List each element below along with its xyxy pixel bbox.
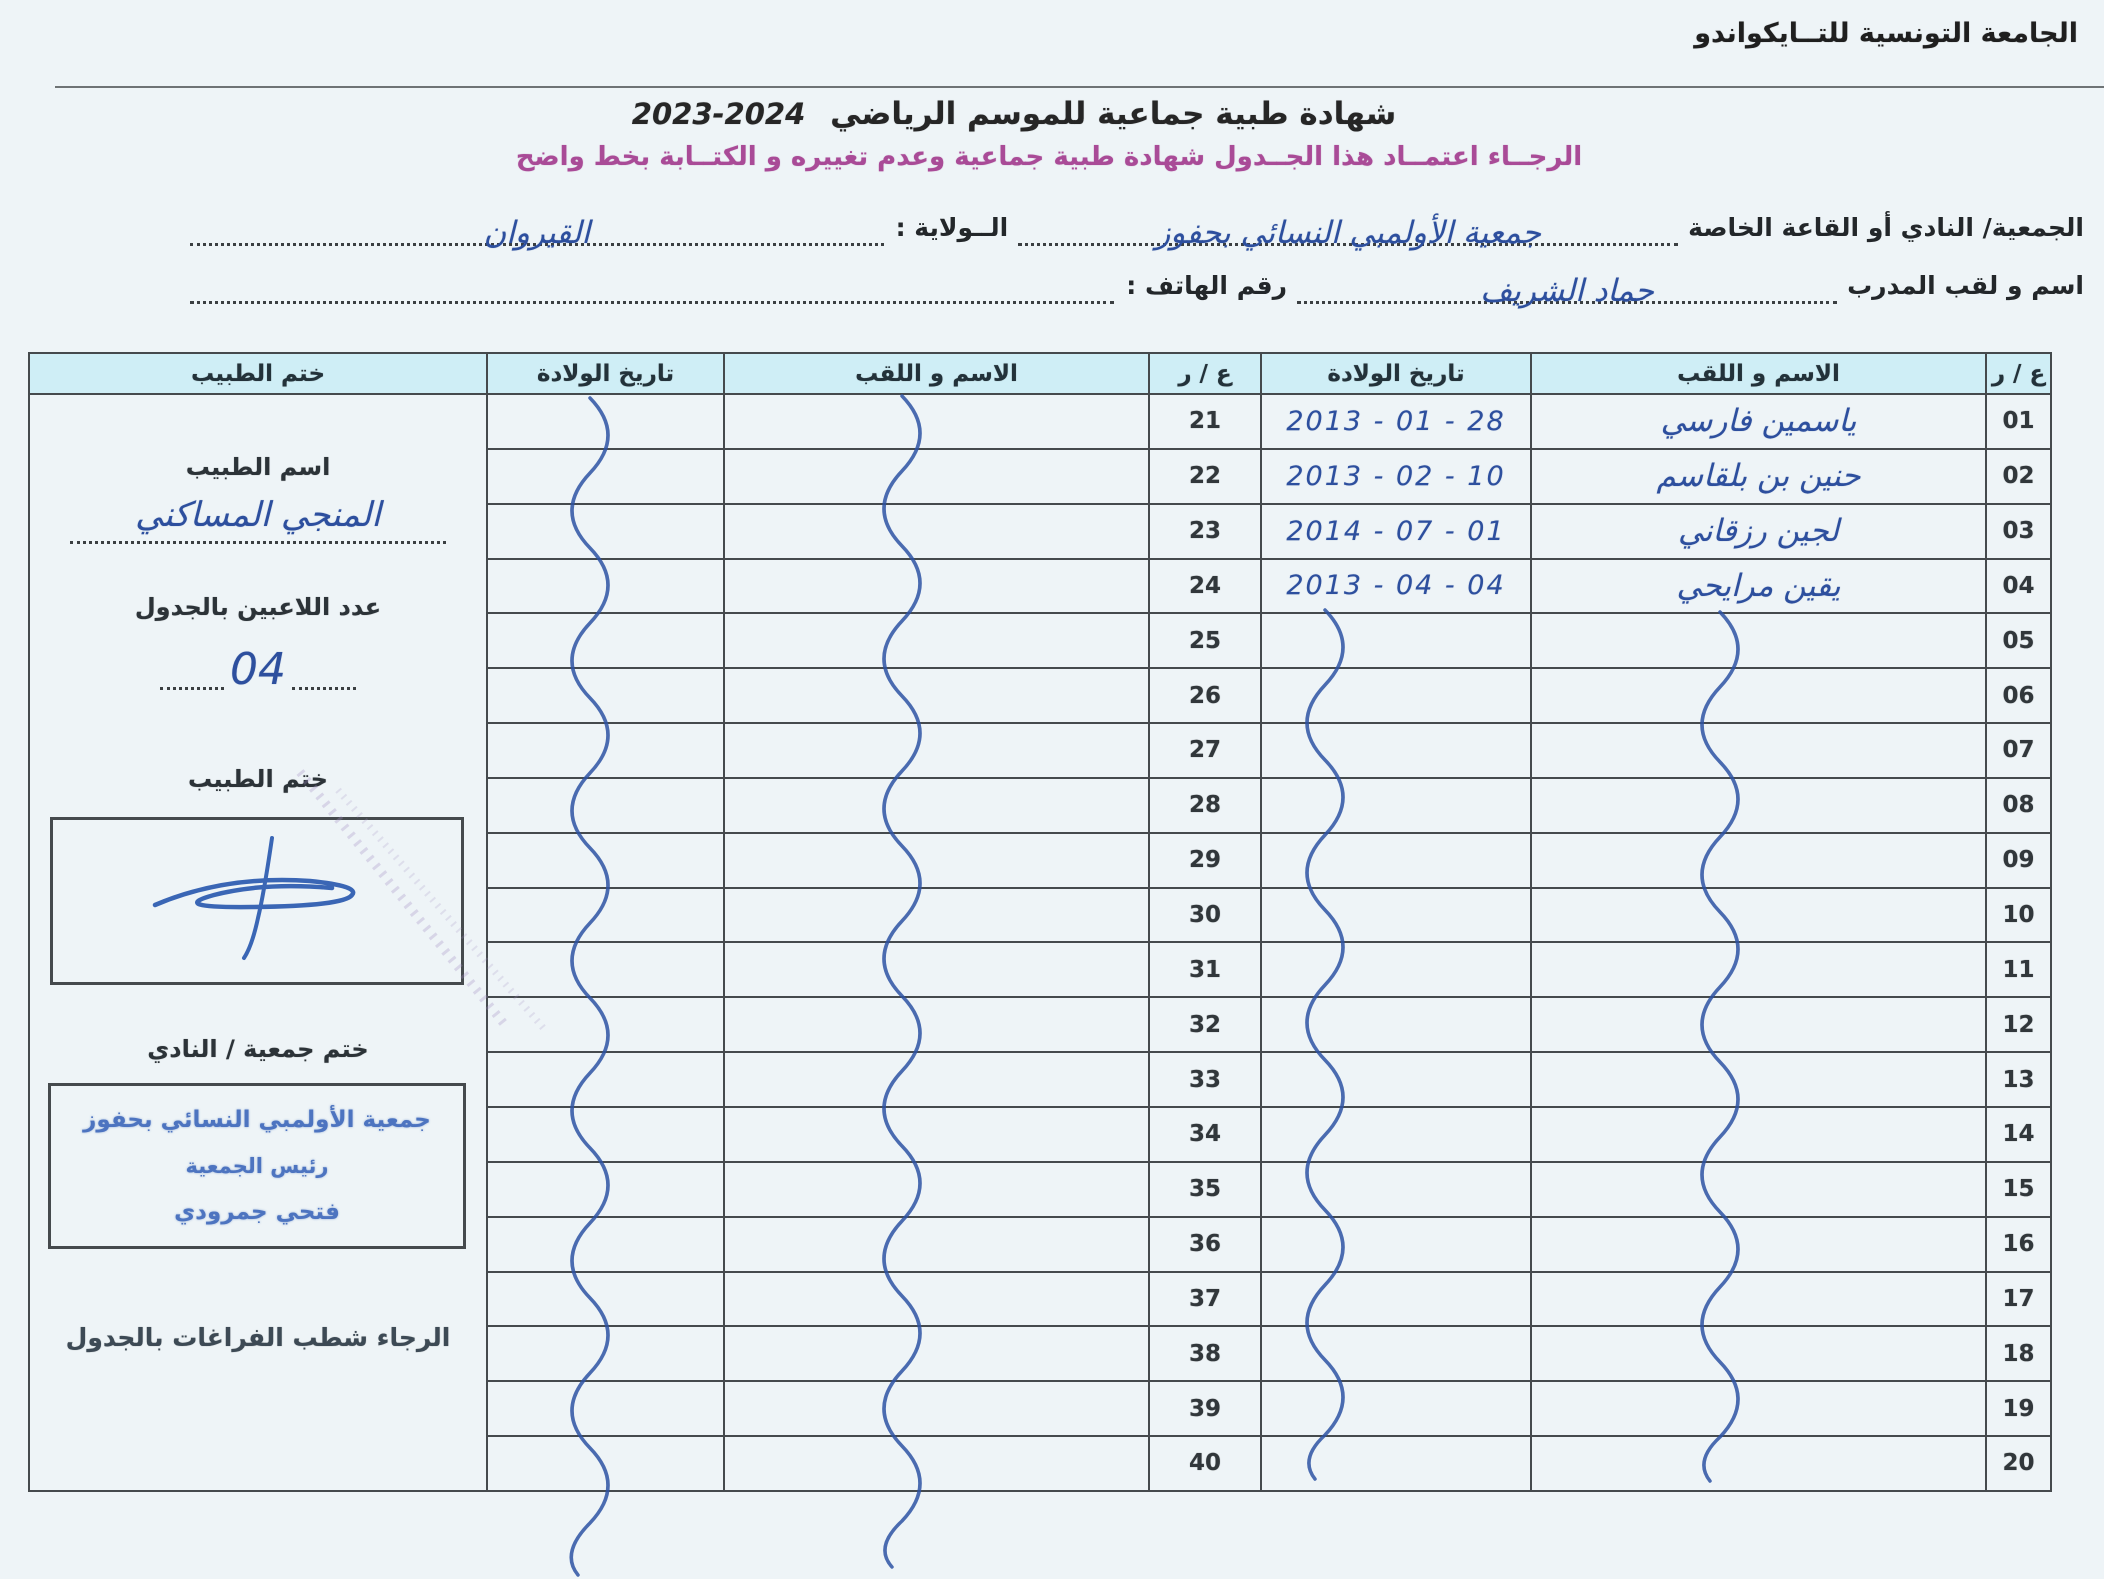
dotted-line	[292, 657, 356, 690]
row-number-left: 25	[1149, 613, 1261, 668]
federation-title: الجامعة التونسية للتــايكواندو	[1694, 18, 2078, 49]
row-number-left: 40	[1149, 1436, 1261, 1491]
instruction-notice: الرجــاء اعتمــاد هذا الجــدول شهادة طبية جماعية وعدم تغييره و الكتــابة بخط واضح	[515, 142, 1583, 172]
coach-field	[1297, 270, 1837, 309]
player-name-right	[1531, 833, 1986, 888]
player-dob-left	[487, 942, 724, 997]
club-field	[1018, 212, 1678, 251]
header-dob-right: تاريخ الولادة	[1261, 353, 1531, 394]
player-name-left	[724, 997, 1149, 1052]
row-number-right: 16	[1986, 1217, 2051, 1272]
player-name-left	[724, 1272, 1149, 1327]
doctor-stamp-label: ختم الطبيب	[188, 765, 328, 793]
player-dob-left	[487, 559, 724, 614]
row-number-left: 37	[1149, 1272, 1261, 1327]
player-dob-right	[1261, 833, 1531, 888]
players-count-field	[30, 644, 486, 695]
row-number-left: 29	[1149, 833, 1261, 888]
player-name-right	[1531, 723, 1986, 778]
row-number-right: 10	[1986, 888, 2051, 943]
player-dob-right	[1261, 1052, 1531, 1107]
row-number-left: 22	[1149, 449, 1261, 504]
player-name-right: يقين مرايحي	[1531, 559, 1986, 614]
club-stamp-line: فتحي جمرودي	[174, 1199, 340, 1225]
dotted-line	[160, 657, 224, 690]
club-handwritten-value: جمعية الأولمبي النسائي بحفوز	[1155, 215, 1542, 251]
header-no-right: ع / ر	[1986, 353, 2051, 394]
season-label: 2024-2023	[631, 97, 806, 131]
players-count-handwritten: 04	[230, 644, 286, 695]
player-dob-right: 2014 - 07 - 01	[1261, 504, 1531, 559]
doctor-stamp-box	[50, 817, 464, 985]
player-dob-left	[487, 723, 724, 778]
player-dob-left	[487, 1162, 724, 1217]
player-name-left	[724, 833, 1149, 888]
row-number-left: 39	[1149, 1381, 1261, 1436]
player-name-right	[1531, 1381, 1986, 1436]
club-stamp-line: جمعية الأولمبي النسائي بحفوز	[83, 1107, 431, 1133]
header-doctor-stamp: ختم الطبيب	[29, 353, 487, 394]
player-dob-left	[487, 997, 724, 1052]
row-number-right: 06	[1986, 668, 2051, 723]
table-header-row	[29, 353, 2051, 394]
row-number-right: 01	[1986, 394, 2051, 449]
player-name-left	[724, 394, 1149, 449]
player-dob-left	[487, 613, 724, 668]
row-number-left: 30	[1149, 888, 1261, 943]
player-name-right	[1531, 1052, 1986, 1107]
row-number-right: 13	[1986, 1052, 2051, 1107]
club-stamp-label: ختم جمعية / النادي	[147, 1035, 369, 1063]
player-name-left	[724, 1162, 1149, 1217]
row-number-right: 07	[1986, 723, 2051, 778]
player-dob-right	[1261, 942, 1531, 997]
player-name-left	[724, 559, 1149, 614]
row-number-right: 18	[1986, 1326, 2051, 1381]
player-dob-right	[1261, 1162, 1531, 1217]
player-dob-left	[487, 1217, 724, 1272]
row-number-right: 11	[1986, 942, 2051, 997]
header-name-left: الاسم و اللقب	[724, 353, 1149, 394]
row-number-left: 27	[1149, 723, 1261, 778]
header-dob-left: تاريخ الولادة	[487, 353, 724, 394]
document-title	[544, 96, 1484, 132]
players-count-label: عدد اللاعبين بالجدول	[134, 593, 382, 621]
player-name-right	[1531, 1107, 1986, 1162]
player-name-right	[1531, 1217, 1986, 1272]
phone-label: رقم الهاتف :	[1126, 271, 1288, 300]
table-row	[29, 394, 2051, 449]
player-name-left	[724, 1326, 1149, 1381]
player-dob-left	[487, 1052, 724, 1107]
row-number-right: 14	[1986, 1107, 2051, 1162]
player-dob-right	[1261, 1436, 1531, 1491]
player-dob-right: 2013 - 01 - 28	[1261, 394, 1531, 449]
player-name-right	[1531, 1162, 1986, 1217]
player-dob-left	[487, 1381, 724, 1436]
club-stamp-line: رئيس الجمعية	[185, 1154, 329, 1178]
row-number-right: 04	[1986, 559, 2051, 614]
row-number-right: 03	[1986, 504, 2051, 559]
player-name-left	[724, 1052, 1149, 1107]
player-dob-left	[487, 1107, 724, 1162]
club-state-row	[190, 196, 2084, 251]
player-name-right	[1531, 1326, 1986, 1381]
player-dob-right	[1261, 1381, 1531, 1436]
row-number-left: 36	[1149, 1217, 1261, 1272]
row-number-left: 38	[1149, 1326, 1261, 1381]
player-name-right	[1531, 613, 1986, 668]
player-dob-right	[1261, 1217, 1531, 1272]
coach-phone-row	[190, 254, 2084, 309]
player-name-left	[724, 668, 1149, 723]
player-name-right	[1531, 942, 1986, 997]
player-name-right	[1531, 668, 1986, 723]
row-number-right: 15	[1986, 1162, 2051, 1217]
player-dob-right	[1261, 888, 1531, 943]
row-number-right: 02	[1986, 449, 2051, 504]
doctor-stamp-cell	[29, 394, 487, 1491]
row-number-right: 17	[1986, 1272, 2051, 1327]
club-label: الجمعية/ النادي أو القاعة الخاصة	[1688, 213, 2084, 242]
player-dob-right	[1261, 613, 1531, 668]
strike-blanks-note: الرجاء شطب الفراغات بالجدول	[65, 1323, 451, 1352]
coach-handwritten-value: حماد الشريف	[1480, 273, 1654, 309]
player-dob-right	[1261, 1326, 1531, 1381]
player-name-left	[724, 1217, 1149, 1272]
state-field	[190, 212, 884, 251]
roster-table	[28, 352, 2052, 1492]
state-handwritten-value: القيروان	[483, 215, 591, 251]
row-number-left: 35	[1149, 1162, 1261, 1217]
player-name-left	[724, 778, 1149, 833]
row-number-left: 33	[1149, 1052, 1261, 1107]
player-name-left	[724, 1381, 1149, 1436]
row-number-right: 12	[1986, 997, 2051, 1052]
player-dob-right	[1261, 668, 1531, 723]
player-name-right	[1531, 1272, 1986, 1327]
row-number-right: 20	[1986, 1436, 2051, 1491]
player-dob-right: 2013 - 02 - 10	[1261, 449, 1531, 504]
player-name-left	[724, 942, 1149, 997]
player-name-right: حنين بن بلقاسم	[1531, 449, 1986, 504]
player-dob-left	[487, 778, 724, 833]
player-dob-left	[487, 394, 724, 449]
player-name-right	[1531, 997, 1986, 1052]
row-number-right: 08	[1986, 778, 2051, 833]
row-number-left: 32	[1149, 997, 1261, 1052]
doctor-stamp-column	[30, 395, 486, 1490]
player-name-right	[1531, 888, 1986, 943]
row-number-left: 28	[1149, 778, 1261, 833]
row-number-left: 31	[1149, 942, 1261, 997]
player-dob-left	[487, 668, 724, 723]
player-name-right	[1531, 1436, 1986, 1491]
player-name-left	[724, 504, 1149, 559]
row-number-left: 34	[1149, 1107, 1261, 1162]
player-dob-left	[487, 504, 724, 559]
player-name-left	[724, 449, 1149, 504]
player-dob-right	[1261, 1272, 1531, 1327]
document-title-text: شهادة طبية جماعية للموسم الرياضي	[830, 96, 1397, 132]
player-dob-left	[487, 1436, 724, 1491]
player-name-right: ياسمين فارسي	[1531, 394, 1986, 449]
player-dob-left	[487, 833, 724, 888]
row-number-left: 23	[1149, 504, 1261, 559]
club-stamp-box	[48, 1083, 466, 1249]
header-name-right: الاسم و اللقب	[1531, 353, 1986, 394]
player-name-left	[724, 1107, 1149, 1162]
header-no-left: ع / ر	[1149, 353, 1261, 394]
row-number-right: 09	[1986, 833, 2051, 888]
doctor-name-handwritten: المنجي المساكني	[70, 495, 446, 544]
player-name-right: لجين رزقاني	[1531, 504, 1986, 559]
player-name-left	[724, 723, 1149, 778]
row-number-left: 21	[1149, 394, 1261, 449]
player-dob-left	[487, 449, 724, 504]
row-number-left: 26	[1149, 668, 1261, 723]
coach-label: اسم و لقب المدرب	[1847, 271, 2084, 300]
player-name-left	[724, 1436, 1149, 1491]
player-name-left	[724, 613, 1149, 668]
player-dob-left	[487, 888, 724, 943]
row-number-right: 05	[1986, 613, 2051, 668]
state-label: الــولاية :	[895, 213, 1009, 242]
row-number-right: 19	[1986, 1381, 2051, 1436]
doctor-name-label: اسم الطبيب	[185, 453, 331, 481]
player-dob-right	[1261, 997, 1531, 1052]
player-dob-right: 2013 - 04 - 04	[1261, 559, 1531, 614]
player-name-left	[724, 888, 1149, 943]
row-number-left: 24	[1149, 559, 1261, 614]
player-dob-left	[487, 1326, 724, 1381]
player-dob-right	[1261, 778, 1531, 833]
roster-table-body	[29, 394, 2051, 1491]
player-dob-left	[487, 1272, 724, 1327]
phone-field	[190, 301, 1114, 304]
player-dob-right	[1261, 723, 1531, 778]
player-dob-right	[1261, 1107, 1531, 1162]
player-name-right	[1531, 778, 1986, 833]
header-divider	[55, 86, 2104, 88]
